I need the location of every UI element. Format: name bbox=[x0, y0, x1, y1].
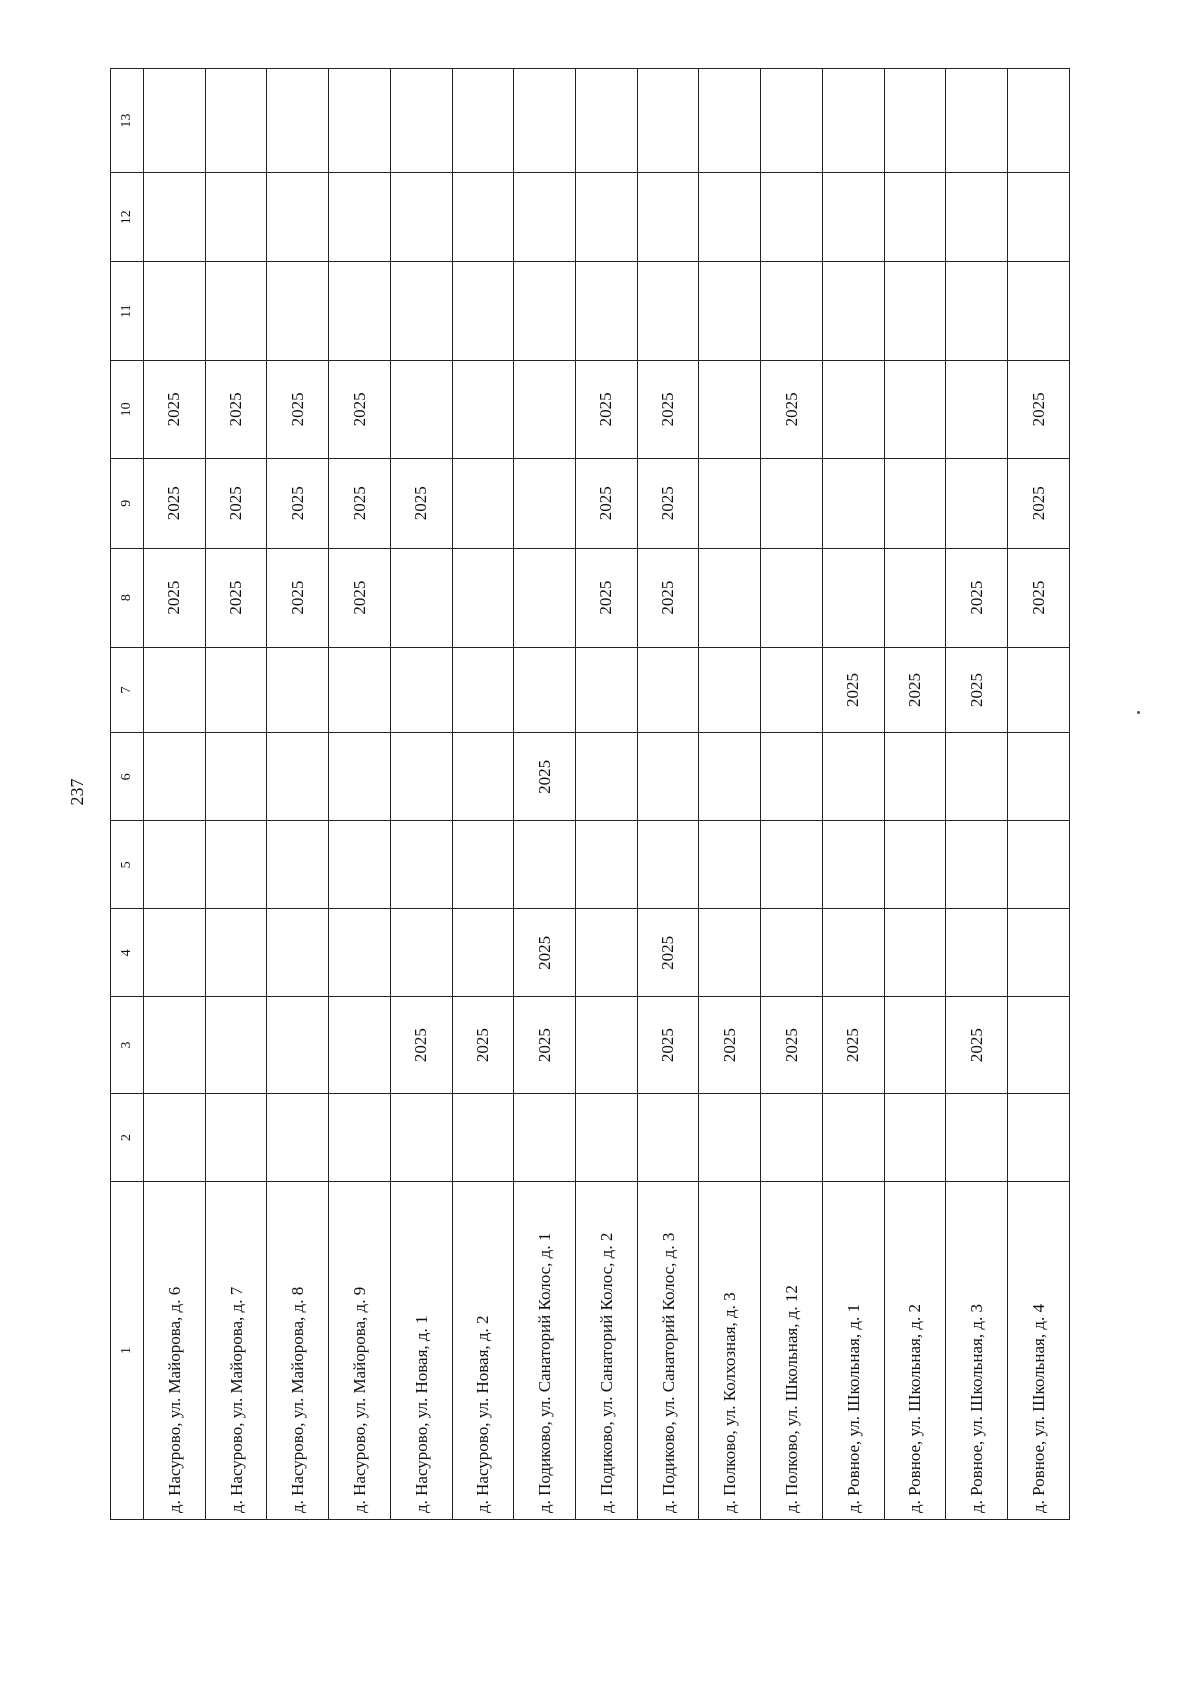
year-cell: 2025 bbox=[761, 360, 823, 458]
address-cell: д. Подиково, ул. Санаторий Колос, д. 2 bbox=[576, 1181, 638, 1519]
year-cell bbox=[761, 909, 823, 997]
year-cell bbox=[144, 997, 206, 1094]
year-cell: 2025 bbox=[390, 458, 452, 548]
year-cell: 2025 bbox=[637, 458, 699, 548]
year-cell bbox=[822, 458, 884, 548]
address-cell: д. Ровное, ул. Школьная, д. 3 bbox=[946, 1181, 1008, 1519]
year-cell bbox=[452, 360, 514, 458]
year-cell: 2025 bbox=[267, 548, 329, 647]
year-cell bbox=[390, 360, 452, 458]
year-cell bbox=[514, 173, 576, 262]
year-cell: 2025 bbox=[1008, 548, 1070, 647]
address-cell: д. Подиково, ул. Санаторий Колос, д. 1 bbox=[514, 1181, 576, 1519]
year-cell bbox=[267, 733, 329, 821]
header-cell: 7 bbox=[111, 647, 144, 733]
year-cell bbox=[452, 733, 514, 821]
year-cell bbox=[514, 360, 576, 458]
year-cell: 2025 bbox=[205, 458, 267, 548]
year-cell bbox=[205, 69, 267, 173]
year-cell bbox=[576, 69, 638, 173]
year-cell: 2025 bbox=[514, 733, 576, 821]
year-cell: 2025 bbox=[884, 647, 946, 733]
year-cell bbox=[637, 733, 699, 821]
table-row bbox=[699, 69, 761, 1520]
year-cell bbox=[884, 733, 946, 821]
year-cell bbox=[514, 821, 576, 909]
year-cell bbox=[205, 1093, 267, 1181]
header-row bbox=[111, 69, 144, 1520]
year-cell: 2025 bbox=[1008, 458, 1070, 548]
year-cell: 2025 bbox=[699, 997, 761, 1094]
year-cell bbox=[390, 262, 452, 361]
address-cell: д. Подиково, ул. Санаторий Колос, д. 3 bbox=[637, 1181, 699, 1519]
year-cell bbox=[267, 69, 329, 173]
year-cell bbox=[390, 909, 452, 997]
year-cell bbox=[576, 733, 638, 821]
table-row bbox=[205, 69, 267, 1520]
year-cell: 2025 bbox=[205, 360, 267, 458]
year-cell bbox=[1008, 997, 1070, 1094]
header-cell: 2 bbox=[111, 1093, 144, 1181]
year-cell bbox=[946, 909, 1008, 997]
year-cell bbox=[822, 1093, 884, 1181]
year-cell: 2025 bbox=[576, 458, 638, 548]
year-cell bbox=[946, 1093, 1008, 1181]
year-cell: 2025 bbox=[144, 548, 206, 647]
year-cell bbox=[884, 69, 946, 173]
year-cell bbox=[576, 821, 638, 909]
address-cell: д. Ровное, ул. Школьная, д. 1 bbox=[822, 1181, 884, 1519]
table-row bbox=[884, 69, 946, 1520]
address-cell: д. Насурово, ул. Майорова, д. 9 bbox=[329, 1181, 391, 1519]
table-row bbox=[761, 69, 823, 1520]
header-cell: 10 bbox=[111, 360, 144, 458]
year-cell bbox=[144, 821, 206, 909]
year-cell bbox=[267, 1093, 329, 1181]
year-cell bbox=[514, 69, 576, 173]
year-cell bbox=[144, 69, 206, 173]
year-cell bbox=[1008, 69, 1070, 173]
year-cell bbox=[761, 262, 823, 361]
schedule-table-wrapper bbox=[110, 68, 1070, 1520]
year-cell: 2025 bbox=[205, 548, 267, 647]
schedule-table bbox=[110, 68, 1070, 1520]
year-cell: 2025 bbox=[267, 360, 329, 458]
header-cell: 8 bbox=[111, 548, 144, 647]
year-cell bbox=[699, 360, 761, 458]
address-cell: д. Насурово, ул. Новая, д. 2 bbox=[452, 1181, 514, 1519]
year-cell bbox=[884, 262, 946, 361]
year-cell bbox=[884, 173, 946, 262]
year-cell bbox=[884, 821, 946, 909]
year-cell bbox=[822, 173, 884, 262]
year-cell bbox=[637, 69, 699, 173]
year-cell bbox=[390, 647, 452, 733]
address-cell: д. Ровное, ул. Школьная, д. 2 bbox=[884, 1181, 946, 1519]
year-cell bbox=[144, 173, 206, 262]
year-cell bbox=[699, 548, 761, 647]
header-cell: 11 bbox=[111, 262, 144, 361]
year-cell bbox=[699, 173, 761, 262]
header-cell: 3 bbox=[111, 997, 144, 1094]
year-cell bbox=[1008, 821, 1070, 909]
table-row bbox=[144, 69, 206, 1520]
year-cell bbox=[946, 69, 1008, 173]
year-cell bbox=[452, 821, 514, 909]
year-cell bbox=[946, 360, 1008, 458]
year-cell bbox=[822, 360, 884, 458]
address-cell: д. Насурово, ул. Майорова, д. 8 bbox=[267, 1181, 329, 1519]
header-cell: 13 bbox=[111, 69, 144, 173]
year-cell: 2025 bbox=[822, 997, 884, 1094]
year-cell bbox=[576, 1093, 638, 1181]
year-cell: 2025 bbox=[637, 548, 699, 647]
table-row bbox=[576, 69, 638, 1520]
year-cell bbox=[329, 1093, 391, 1181]
year-cell bbox=[1008, 1093, 1070, 1181]
year-cell bbox=[699, 1093, 761, 1181]
year-cell bbox=[761, 173, 823, 262]
year-cell bbox=[761, 69, 823, 173]
header-cell: 9 bbox=[111, 458, 144, 548]
year-cell: 2025 bbox=[144, 360, 206, 458]
year-cell bbox=[390, 173, 452, 262]
year-cell bbox=[761, 458, 823, 548]
year-cell bbox=[822, 548, 884, 647]
year-cell bbox=[946, 173, 1008, 262]
year-cell bbox=[761, 1093, 823, 1181]
year-cell bbox=[761, 733, 823, 821]
year-cell: 2025 bbox=[267, 458, 329, 548]
year-cell bbox=[699, 69, 761, 173]
table-row bbox=[390, 69, 452, 1520]
year-cell bbox=[452, 909, 514, 997]
year-cell: 2025 bbox=[452, 997, 514, 1094]
year-cell bbox=[267, 909, 329, 997]
year-cell: 2025 bbox=[761, 997, 823, 1094]
year-cell: 2025 bbox=[822, 647, 884, 733]
year-cell bbox=[205, 909, 267, 997]
year-cell bbox=[637, 262, 699, 361]
year-cell bbox=[884, 458, 946, 548]
year-cell bbox=[144, 909, 206, 997]
year-cell bbox=[576, 997, 638, 1094]
year-cell bbox=[1008, 733, 1070, 821]
year-cell bbox=[390, 548, 452, 647]
year-cell bbox=[329, 69, 391, 173]
year-cell bbox=[205, 733, 267, 821]
year-cell bbox=[884, 909, 946, 997]
year-cell: 2025 bbox=[576, 360, 638, 458]
year-cell bbox=[267, 647, 329, 733]
header-cell: 4 bbox=[111, 909, 144, 997]
year-cell bbox=[514, 647, 576, 733]
year-cell bbox=[699, 821, 761, 909]
year-cell bbox=[637, 647, 699, 733]
year-cell bbox=[144, 733, 206, 821]
year-cell: 2025 bbox=[329, 458, 391, 548]
year-cell bbox=[761, 548, 823, 647]
address-cell: д. Ровное, ул. Школьная, д. 4 bbox=[1008, 1181, 1070, 1519]
year-cell bbox=[514, 1093, 576, 1181]
year-cell bbox=[761, 647, 823, 733]
year-cell bbox=[390, 733, 452, 821]
year-cell bbox=[144, 647, 206, 733]
year-cell bbox=[329, 647, 391, 733]
year-cell bbox=[514, 458, 576, 548]
year-cell: 2025 bbox=[637, 909, 699, 997]
year-cell bbox=[699, 909, 761, 997]
table-row bbox=[822, 69, 884, 1520]
address-cell: д. Насурово, ул. Новая, д. 1 bbox=[390, 1181, 452, 1519]
year-cell bbox=[390, 821, 452, 909]
year-cell bbox=[390, 1093, 452, 1181]
table-row bbox=[1008, 69, 1070, 1520]
year-cell bbox=[267, 821, 329, 909]
year-cell bbox=[946, 821, 1008, 909]
year-cell bbox=[1008, 262, 1070, 361]
scan-dot bbox=[1137, 711, 1140, 714]
year-cell bbox=[946, 733, 1008, 821]
year-cell bbox=[452, 458, 514, 548]
header-cell: 12 bbox=[111, 173, 144, 262]
table-row bbox=[452, 69, 514, 1520]
year-cell: 2025 bbox=[576, 548, 638, 647]
address-cell: д. Насурово, ул. Майорова, д. 7 bbox=[205, 1181, 267, 1519]
year-cell: 2025 bbox=[1008, 360, 1070, 458]
year-cell bbox=[452, 262, 514, 361]
table-row bbox=[946, 69, 1008, 1520]
year-cell bbox=[699, 733, 761, 821]
year-cell bbox=[329, 173, 391, 262]
year-cell: 2025 bbox=[946, 997, 1008, 1094]
year-cell bbox=[637, 173, 699, 262]
year-cell bbox=[267, 262, 329, 361]
table-row bbox=[514, 69, 576, 1520]
year-cell: 2025 bbox=[514, 909, 576, 997]
year-cell bbox=[946, 262, 1008, 361]
year-cell bbox=[452, 1093, 514, 1181]
year-cell bbox=[761, 821, 823, 909]
year-cell bbox=[205, 647, 267, 733]
year-cell: 2025 bbox=[390, 997, 452, 1094]
year-cell bbox=[822, 733, 884, 821]
year-cell bbox=[452, 69, 514, 173]
year-cell bbox=[1008, 173, 1070, 262]
year-cell bbox=[946, 458, 1008, 548]
year-cell bbox=[329, 262, 391, 361]
year-cell bbox=[822, 69, 884, 173]
year-cell bbox=[884, 1093, 946, 1181]
year-cell bbox=[884, 548, 946, 647]
year-cell bbox=[452, 647, 514, 733]
year-cell bbox=[205, 997, 267, 1094]
year-cell bbox=[205, 821, 267, 909]
year-cell bbox=[329, 733, 391, 821]
year-cell bbox=[205, 173, 267, 262]
year-cell bbox=[637, 1093, 699, 1181]
page-number: 237 bbox=[66, 778, 87, 806]
year-cell: 2025 bbox=[329, 360, 391, 458]
address-cell: д. Полково, ул. Школьная, д. 12 bbox=[761, 1181, 823, 1519]
year-cell bbox=[822, 821, 884, 909]
year-cell bbox=[329, 997, 391, 1094]
year-cell bbox=[699, 647, 761, 733]
table-row bbox=[637, 69, 699, 1520]
year-cell: 2025 bbox=[946, 548, 1008, 647]
year-cell bbox=[699, 262, 761, 361]
year-cell bbox=[390, 69, 452, 173]
year-cell: 2025 bbox=[514, 997, 576, 1094]
header-cell: 6 bbox=[111, 733, 144, 821]
year-cell bbox=[1008, 647, 1070, 733]
year-cell bbox=[699, 458, 761, 548]
table-row bbox=[267, 69, 329, 1520]
year-cell bbox=[267, 173, 329, 262]
table-body bbox=[111, 69, 1070, 1520]
year-cell bbox=[452, 173, 514, 262]
year-cell bbox=[267, 997, 329, 1094]
year-cell bbox=[822, 909, 884, 997]
year-cell bbox=[1008, 909, 1070, 997]
year-cell bbox=[576, 262, 638, 361]
year-cell bbox=[884, 997, 946, 1094]
year-cell bbox=[514, 548, 576, 647]
year-cell bbox=[452, 548, 514, 647]
year-cell bbox=[822, 262, 884, 361]
year-cell bbox=[637, 821, 699, 909]
address-cell: д. Полково, ул. Колхозная, д. 3 bbox=[699, 1181, 761, 1519]
year-cell bbox=[205, 262, 267, 361]
year-cell bbox=[576, 647, 638, 733]
year-cell: 2025 bbox=[144, 458, 206, 548]
year-cell bbox=[329, 909, 391, 997]
year-cell bbox=[329, 821, 391, 909]
year-cell: 2025 bbox=[329, 548, 391, 647]
year-cell bbox=[884, 360, 946, 458]
year-cell bbox=[144, 1093, 206, 1181]
year-cell bbox=[514, 262, 576, 361]
address-cell: д. Насурово, ул. Майорова, д. 6 bbox=[144, 1181, 206, 1519]
year-cell bbox=[144, 262, 206, 361]
header-cell: 1 bbox=[111, 1181, 144, 1519]
year-cell bbox=[576, 909, 638, 997]
header-cell: 5 bbox=[111, 821, 144, 909]
year-cell bbox=[576, 173, 638, 262]
year-cell: 2025 bbox=[946, 647, 1008, 733]
table-row bbox=[329, 69, 391, 1520]
year-cell: 2025 bbox=[637, 360, 699, 458]
year-cell: 2025 bbox=[637, 997, 699, 1094]
